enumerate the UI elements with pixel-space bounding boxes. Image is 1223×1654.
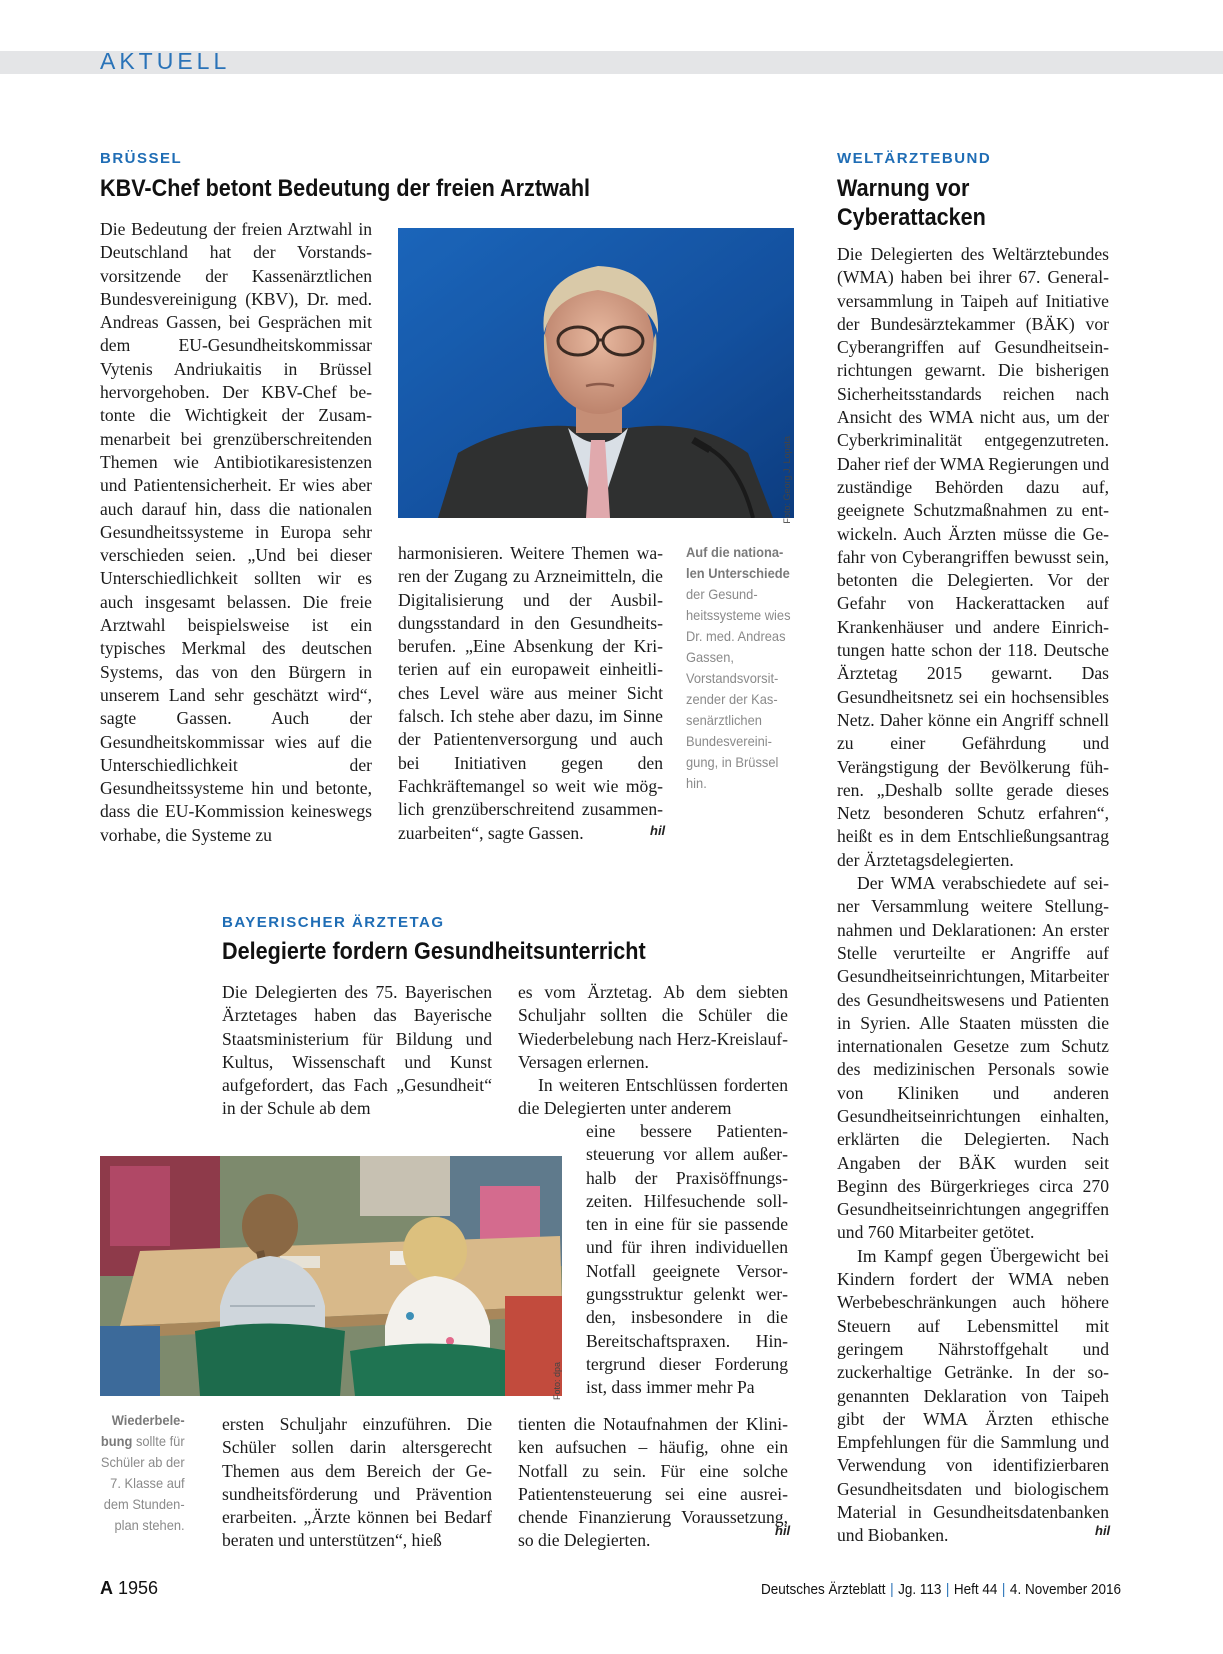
article2-signature: hil [775,1523,791,1538]
article2-column-2-top [518,981,788,1121]
article2-col1-top-text: Die Delegierten des 75. Bayerischen Ärztetages haben das Bayerische Staatsministerium für Bildung und Kultus, Wissenschaft und Kunst aufgefordert, das Fach „Gesundheit“ in der Schule ab dem [222,982,492,1119]
article3-title-line1: Warnung vor [837,175,970,202]
photo2-credit: Foto: dpa [552,1362,562,1401]
article2-column-1-top [222,981,492,1121]
article3-kicker: WELTÄRZTEBUND [837,150,992,167]
photo-andreas-gassen [398,228,794,518]
article2-column-2-narrow [586,1120,788,1400]
photo1-caption [686,542,795,794]
article1-signature: hil [650,823,666,838]
publication-issue: Heft 44 [953,1581,998,1598]
article1-col2-text: harmonisieren. Weitere Themen waren der Zugang zu Arzneimitteln, die Digitalisierung und der Ausbildungsstandard in den Gesundheitsberufen. „Eine Absenkung der Kriterien auf ein europaweit einheitliches Level wäre aus meiner Sicht falsch. Ich stehe aber dazu, im Sinne der Patientenversorgung und auch bei Initiativen gegen den Fachkräftemangel so weit wie möglich grenzüberschreitend zusammenzuarbeiten“, sagte Gassen. [398,543,663,843]
article3-p2: Der WMA verabschiedete auf seiner Versammlung weitere Stellungnahmen und Deklarationen: An erster Stelle verurteilte er Angriffe auf Gesundheitseinrichtungen, Mitarbeiter des Gesundheitswesens und Patienten in Syrien. Alle Staaten müssten die internationalen Gesetze zum Schutz des medizinischen Personals sowie von Kliniken und anderen Gesundheitseinrichtungen einhalten, erklärten die Delegierten. Nach Angaben der BÄK wurden seit Beginn des Bürgerkrieges circa 270 Gesundheitseinrichtungen angegriffen und 760 Mitarbeiter getötet. [837,873,1109,1243]
photo2-caption [100,1410,185,1536]
photo-school-children [100,1156,562,1396]
article1-column-2 [398,542,666,845]
article2-column-2-bottom [518,1413,791,1553]
article2-col2-p2-start: In weiteren Entschlüssen forderten die Delegierten unter anderem [518,1075,788,1119]
article3-column [837,243,1109,1548]
page-number: 1956 [118,1578,159,1598]
photo1-credit: Foto: Georg J. Lopata [782,436,792,524]
footer-publication: Deutsches Ärzteblatt | Jg. 113 | Heft 44 | 4. November 2016 [761,1581,1121,1598]
photo2-caption-lead: Wiederbelebung [100,1412,185,1449]
classroom-image [100,1156,562,1396]
publication-date: 4. November 2016 [1009,1581,1121,1598]
article2-column-1-bottom [222,1413,492,1553]
photo1-caption-text: der Gesundheitssysteme wies Dr. med. Andreas Gassen, Vorstandsvorsitzender der Kassenärztlichen Bundesvereinigung, in Brüssel hin. [686,586,791,791]
publication-volume: Jg. 113 [898,1581,942,1598]
footer-page-number [100,1578,158,1599]
article1-title: KBV-Chef betont Bedeutung der freien Arztwahl [100,175,591,202]
photo1-caption-lead: Auf die nationalen Unterschiede [686,544,790,581]
article2-col2-bottom-text: tienten die Notaufnahmen der Kliniken aufsuchen – häufig, ohne ein Notfall zu sein. Für eine solche Patientensteuerung sei eine ausreichende Finanzierung Voraussetzung, so die Delegierten. [518,1414,788,1551]
publication-name: Deutsches Ärzteblatt [761,1581,886,1598]
article2-col2-narrow-text: eine bessere Patientensteuerung vor allem außerhalb der Praxisöffnungszeiten. Hilfesuchende sollten in eine für sie passende und für ihren individuellen Notfall geeignete Versorgungsstruktur gelenkt werden, insbesondere in die Bereitschaftspraxen. Hintergrund dieser Forderung ist, dass immer mehr Pa [586,1121,788,1398]
section-label: AKTUELL [100,48,231,74]
article2-col1-bottom-text: ersten Schuljahr einzuführen. Die Schüler sollen darin altersgerecht Themen aus dem Bereich der Gesundheitsförderung und Prävention erarbeiten. „Ärzte können bei Bedarf beraten und unterstützen“, hieß [222,1414,492,1551]
article3-p3: Im Kampf gegen Übergewicht bei Kindern fordert der WMA neben Werbebeschränkungen auch höhere Steuern auf Lebensmittel mit geringem Nährstoffgehalt und zuckerhaltige Getränke. In der sogenannten Deklaration von Taipeh gibt der WMA Ärzten ethische Empfehlungen für die Sammlung und Verwendung von identifizierbaren Gesundheitsdaten und biologischem Material in Gesundheitsdatenbanken und Biobanken. [837,1245,1109,1546]
article2-col2-top-text: es vom Ärztetag. Ab dem siebten Schuljahr sollten die Schüler die Wiederbelebung nach Herz-Kreislauf-Versagen erlernen. [518,982,788,1072]
article3-title-line2: Cyberattacken [837,204,986,231]
article1-column-1 [100,218,372,847]
article2-title: Delegierte fordern Gesundheitsunterricht [222,938,646,965]
page-prefix: A [100,1578,113,1598]
article3-signature: hil [1095,1523,1111,1538]
article1-col1-text: Die Bedeutung der freien Arztwahl in Deutschland hat der Vorstandsvorsitzende der Kassenärztlichen Bundesvereinigung (KBV), Dr. med. Andreas Gassen, bei Gesprächen mit dem EU-Gesundheitskommissar Vytenis Andriukaitis in Brüssel hervorgehoben. Der KBV-Chef betonte die Wichtigkeit der Zusammenarbeit bei grenzüberschreitenden Themen wie Antibiotikaresistenzen und Patientensicherheit. Er wies aber auch darauf hin, dass die nationalen Gesundheitssysteme in Europa sehr verschieden seien. „Und bei dieser Unterschiedlichkeit sollten wir es auch insgesamt belassen. Die freie Arztwahl beispielsweise ist ein typisches Merkmal des deutschen Systems, das von den Bürgern in unserem Land sehr geschätzt wird“, sagte Gassen. Auch der Gesundheitskommissar wies auf die Unterschiedlichkeit der Gesundheitssysteme hin und betonte, dass die EU-Kommission keineswegs vorhabe, die Systeme zu [100,219,372,845]
article3-p1: Die Delegierten des Weltärztebundes (WMA) haben bei ihrer 67. Generalversammlung in Taipeh auf Initiative der Bundesärztekammer (BÄK) vor Cyberangriffen auf Gesundheitseinrichtungen gewarnt. Die bisherigen Sicherheitsstandards reichen nach Ansicht des WMA nicht aus, um der Cyberkriminalität entgegenzutreten. Daher rief der WMA Regierungen und zuständige Behörden dazu auf, geeignete Schutzmaßnahmen zu entwickeln. Auch Ärzten müsse die Gefahr von Cyberangriffen bewusst sein, betonten die Delegierten. Vor der Gefahr von Hackerattacken auf Krankenhäuser und andere Einrichtungen hatte schon der 118. Deutsche Ärztetag 2015 gewarnt. Das Gesundheitsnetz sei ein hochsensibles Netz. Daher könne ein Angriff schnell zu einer Gefährdung und Verängstigung der Bevölkerung führen. „Deshalb sollte gerade dieses Netz besonderen Schutz erfahren“, heißt es in dem Entschließungsantrag der Ärztetagsdelegierten. [837,244,1109,870]
article1-kicker: BRÜSSEL [100,150,183,167]
photo2-caption-text: sollte für Schüler ab der 7. Klasse auf dem Stundenplan stehen. [100,1433,185,1533]
portrait-image [398,228,794,518]
article2-kicker: BAYERISCHER ÄRZTETAG [222,914,445,931]
